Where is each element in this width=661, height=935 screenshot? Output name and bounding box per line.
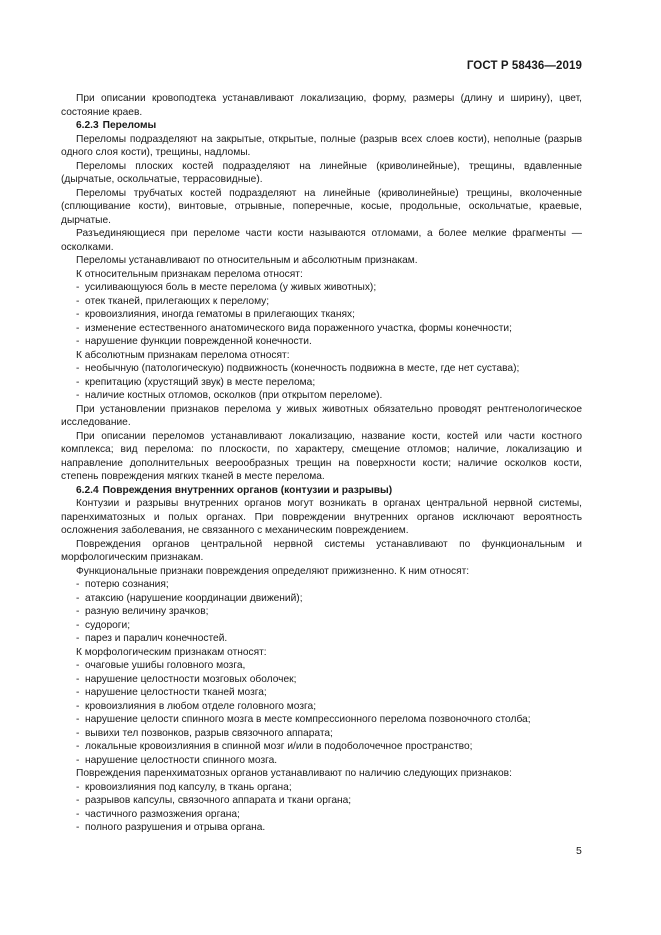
standard-header: ГОСТ Р 58436—2019	[466, 60, 582, 72]
list-dash: -	[76, 660, 80, 671]
list-item	[61, 308, 582, 322]
paragraph: Повреждения органов центральной нервной системы устанавливают по функциональным и морфологическим признакам.	[61, 538, 582, 563]
list-dash: -	[76, 592, 80, 604]
list-item	[61, 727, 582, 741]
list-dash: -	[76, 714, 80, 725]
list-item	[61, 740, 582, 754]
section-heading	[61, 119, 582, 133]
list-item	[61, 281, 582, 295]
list-item-text: необычную (патологическую) подвижность (конечность подвижна в месте, где нет сустава);	[85, 363, 520, 374]
list-item-text: вывихи тел позвонков, разрыв связочного аппарата;	[85, 727, 333, 739]
list-item	[61, 659, 582, 673]
section-title: Переломы	[102, 120, 157, 131]
list-dash: -	[76, 727, 80, 739]
list-dash: -	[76, 687, 80, 698]
list-item	[61, 376, 582, 390]
list-item-text: потерю сознания;	[85, 579, 169, 590]
list-item	[61, 700, 582, 714]
list-item	[61, 335, 582, 349]
paragraph: При описании переломов устанавливают локализацию, название кости, костей или части костного комплекса; вид перелома: по плоскости, по характеру, смещение отломов; наличие, локализацию и направление дополнительных веерообразных трещин на поверхности кости; наличие осколков кости, степень повреждения мягких тканей в месте перелома.	[61, 430, 582, 482]
paragraph: Разъединяющиеся при переломе части кости называются отломами, а более мелкие фрагменты — осколками.	[61, 228, 582, 253]
list-item-text: разную величину зрачков;	[85, 606, 209, 617]
paragraph: При установлении признаков перелома у живых животных обязательно проводят рентгенологическое исследование.	[61, 403, 582, 428]
list-item	[61, 794, 582, 808]
list-item-text: наличие костных отломов, осколков (при открытом переломе).	[85, 390, 383, 401]
list-item-text: кровоизлияния под капсулу, в ткань органа;	[85, 781, 292, 793]
list-item-text: частичного размозжения органа;	[85, 808, 240, 820]
paragraph: К относительным признакам перелома относят:	[76, 268, 303, 280]
paragraph: К абсолютным признакам перелома относят:	[76, 349, 290, 361]
list-item-text: кровоизлияния, иногда гематомы в прилегающих тканях;	[85, 309, 355, 320]
list-item-text: нарушение целостности спинного мозга.	[85, 754, 278, 766]
list-item-text: крепитацию (хрустящий звук) в месте перелома;	[85, 376, 316, 388]
paragraph: Переломы подразделяют на закрытые, открытые, полные (разрыв всех слоев кости), неполные (разрыв одного слоя кости), трещины, надломы.	[61, 133, 582, 158]
paragraph: Функциональные признаки повреждения определяют прижизненно. К ним относят:	[76, 565, 470, 577]
paragraph: Переломы устанавливают по относительным и абсолютным признакам.	[76, 255, 418, 266]
list-item-text: разрывов капсулы, связочного аппарата и ткани органа;	[85, 795, 352, 806]
list-item-text: отек тканей, прилегающих к перелому;	[85, 295, 270, 307]
list-dash: -	[76, 309, 80, 320]
list-item-text: судороги;	[85, 619, 131, 631]
list-item	[61, 808, 582, 822]
list-item	[61, 578, 582, 592]
list-item-text: полного разрушения и отрыва органа.	[85, 822, 266, 833]
list-dash: -	[76, 606, 80, 617]
paragraph: При описании кровоподтека устанавливают локализацию, форму, размеры (длину и ширину), цвет, состояние краев.	[61, 93, 582, 118]
list-item-text: парез и паралич конечностей.	[85, 633, 228, 644]
list-item	[61, 686, 582, 700]
list-dash: -	[76, 795, 80, 806]
list-item	[61, 673, 582, 687]
paragraph: Контузии и разрывы внутренних органов могут возникать в органах центральной нервной системы, паренхиматозных и полых органах. При повреждении внутренних органов исключают вероятность осложнения заболевания, не связанного с механическим повреждением.	[61, 498, 582, 536]
list-item	[61, 362, 582, 376]
paragraph: Переломы плоских костей подразделяют на линейные (криволинейные), трещины, вдавленные (дырчатые, оскольчатые, террасовидные).	[61, 160, 582, 185]
list-dash: -	[76, 363, 80, 374]
list-item-text: нарушение целостности тканей мозга;	[85, 687, 267, 698]
list-dash: -	[76, 673, 80, 685]
list-dash: -	[76, 619, 80, 631]
list-item	[61, 322, 582, 336]
list-dash: -	[76, 633, 80, 644]
list-item-text: локальные кровоизлияния в спинной мозг и/или в подоболочечное пространство;	[85, 741, 473, 752]
list-item	[61, 713, 582, 727]
section-number: 6.2.3	[76, 120, 99, 131]
list-dash: -	[76, 390, 80, 401]
list-item	[61, 781, 582, 795]
section-heading	[61, 484, 582, 498]
list-item	[61, 632, 582, 646]
page-number: 5	[576, 845, 582, 857]
list-dash: -	[76, 295, 80, 307]
list-item-text: нарушение функции поврежденной конечности.	[85, 336, 312, 347]
list-dash: -	[76, 781, 80, 793]
list-dash: -	[76, 741, 80, 752]
list-item	[61, 821, 582, 835]
list-item	[61, 592, 582, 606]
list-item-text: атаксию (нарушение координации движений);	[85, 592, 303, 604]
list-dash: -	[76, 822, 80, 833]
list-item-text: усиливающуюся боль в месте перелома (у живых животных);	[85, 282, 377, 293]
list-dash: -	[76, 282, 80, 293]
section-number: 6.2.4	[76, 484, 99, 496]
list-dash: -	[76, 336, 80, 347]
list-dash: -	[76, 376, 80, 388]
list-item	[61, 295, 582, 309]
list-dash: -	[76, 579, 80, 590]
list-dash: -	[76, 754, 80, 766]
list-item	[61, 619, 582, 633]
list-item-text: нарушение целости спинного мозга в месте компрессионного перелома позвоночного столба;	[85, 714, 531, 725]
list-dash: -	[76, 322, 80, 334]
list-item-text: изменение естественного анатомического вида пораженного участка, формы конечности;	[85, 322, 512, 334]
list-item	[61, 389, 582, 403]
section-title: Повреждения внутренних органов (контузии и разрывы)	[102, 484, 393, 496]
document-body	[61, 92, 582, 835]
list-item	[61, 754, 582, 768]
list-dash: -	[76, 700, 80, 712]
paragraph: К морфологическим признакам относят:	[76, 646, 267, 658]
list-item-text: нарушение целостности мозговых оболочек;	[85, 673, 297, 685]
list-item-text: кровоизлияния в любом отделе головного мозга;	[85, 700, 317, 712]
list-item-text: очаговые ушибы головного мозга,	[85, 660, 246, 671]
list-dash: -	[76, 808, 80, 820]
list-item	[61, 605, 582, 619]
paragraph: Переломы трубчатых костей подразделяют на линейные (криволинейные) трещины, вколоченные (сплющивание кости), винтовые, отрывные, поперечные, косые, продольные, оскольчатые, краевые, дырчатые.	[61, 187, 582, 226]
paragraph: Повреждения паренхиматозных органов устанавливают по наличию следующих признаков:	[76, 768, 512, 779]
